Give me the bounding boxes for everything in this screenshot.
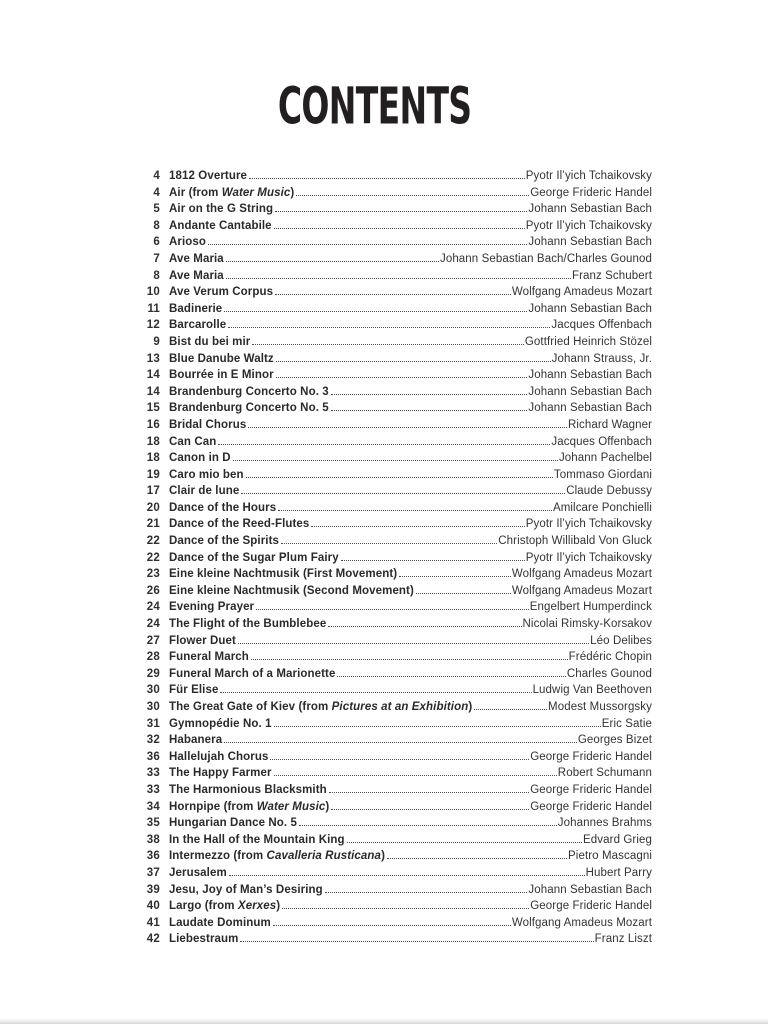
toc-title: Ave Verum Corpus [169,286,274,299]
toc-page-number: 41 [146,916,160,929]
toc-row [138,500,652,517]
dot-leader [329,792,529,793]
toc-title: 1812 Overture [169,170,248,182]
toc-row [138,915,652,932]
toc-page-number: 9 [153,335,160,348]
toc-title: Ave Maria [169,269,224,282]
toc-row [138,317,652,334]
toc-page-number: 15 [146,402,160,415]
toc-page-number: 20 [146,501,160,514]
toc-title: Evening Prayer [169,601,255,614]
toc-page-number: 39 [146,883,160,896]
dot-leader [331,809,529,810]
toc-title: Andante Cantabile [169,219,272,232]
toc-title: Flower Duet [169,634,236,647]
toc-row [138,218,652,235]
dot-leader [240,941,593,942]
toc-composer: Wolfgang Amadeus Mozart [511,286,652,299]
dot-leader [281,543,497,544]
toc-composer: Johann Sebastian Bach [528,302,652,315]
toc-composer: George Frideric Handel [530,750,652,763]
toc-row [138,848,652,865]
toc-page-number: 7 [153,252,160,265]
toc-page-number: 42 [146,933,160,946]
toc-title: Bourrée in E Minor [169,369,274,382]
toc-page-number: 24 [146,601,160,614]
toc-composer: Richard Wagner [567,418,652,431]
toc-title: Hornpipe (from Water Music) [169,800,330,813]
dot-leader [270,759,529,760]
dot-leader [241,493,565,494]
toc-row [138,367,652,384]
dot-leader [208,244,527,245]
toc-page-number: 21 [146,518,160,531]
toc-title: Largo (from Xerxes) [169,900,281,913]
toc-composer: George Frideric Handel [530,800,652,813]
toc-composer: Pyotr Il’yich Tchaikovsky [525,518,652,531]
dot-leader [275,294,511,295]
toc-title: Funeral March of a Marionette [169,667,336,680]
toc-composer: Ludwig Van Beethoven [532,684,652,697]
toc-composer: Frédéric Chopin [568,651,652,664]
toc-composer: Jacques Offenbach [551,435,652,448]
toc-composer: Hubert Parry [585,866,652,879]
toc-composer: Amilcare Ponchielli [552,501,652,514]
dot-leader [387,858,567,859]
toc-row [138,865,652,882]
toc-page-number: 17 [146,485,160,498]
dot-leader [256,609,529,610]
toc-composer: Johann Sebastian Bach/Charles Gounod [439,252,652,265]
toc-composer: Johann Sebastian Bach [528,402,652,415]
toc-composer: Edvard Grieg [583,833,652,846]
toc-row [138,815,652,832]
toc-page-number: 35 [146,817,160,830]
toc-title: In the Hall of the Mountain King [169,833,345,846]
toc-composer: Johann Sebastian Bach [528,236,652,249]
toc-composer: Wolfgang Amadeus Mozart [511,916,652,929]
toc-row [138,450,652,467]
toc-title: Jesu, Joy of Man’s Desiring [169,883,323,896]
toc-page-number: 37 [146,866,160,879]
toc-page-number: 27 [146,634,160,647]
toc-page-number: 32 [146,734,160,747]
dot-leader [275,211,527,212]
toc-page-number: 13 [146,352,160,365]
toc-composer: Charles Gounod [566,667,652,680]
toc-page-number: 8 [153,269,160,282]
toc-row [138,583,652,600]
dot-leader [224,311,527,312]
toc-title: Badinerie [169,302,223,315]
toc-title: The Great Gate of Kiev (from Pictures at an Exhibition) [169,701,473,713]
toc-row [138,832,652,849]
toc-composer: Robert Schumann [557,767,652,780]
toc-title: Dance of the Spirits [169,535,279,548]
toc-page-number: 12 [146,319,160,332]
dot-leader [218,444,550,445]
toc-composer: Pyotr Il’yich Tchaikovsky [525,170,652,182]
toc-row [138,301,652,318]
toc-row [138,533,652,550]
dot-leader [252,344,523,345]
dot-leader [274,775,557,776]
toc-row [138,649,652,666]
toc-composer: Claude Debussy [566,485,652,498]
toc-row [138,417,652,434]
dot-leader [251,659,568,660]
toc-title: Eine kleine Nachtmusik (Second Movement) [169,584,414,597]
toc-page-number: 28 [146,651,160,664]
toc-composer: Léo Delibes [590,634,652,647]
toc-row [138,666,652,683]
toc-title: Eine kleine Nachtmusik (First Movement) [169,568,398,581]
dot-leader [276,361,551,362]
dot-leader [226,278,571,279]
dot-leader [278,510,552,511]
toc-page-number: 30 [146,701,160,713]
toc-page-number: 16 [146,418,160,431]
dot-leader [331,394,528,395]
toc-composer: George Frideric Handel [530,186,652,199]
toc-composer: Jacques Offenbach [551,319,652,332]
toc-composer: Modest Mussorgsky [548,701,652,713]
toc-row [138,334,652,351]
dot-leader [233,460,558,461]
toc-row [138,251,652,268]
toc-title: Liebestraum [169,933,239,946]
toc-row [138,201,652,218]
toc-composer: George Frideric Handel [530,900,652,913]
toc-title: Canon in D [169,452,231,465]
toc-title: Bist du bei mir [169,335,251,348]
toc-composer: Johann Sebastian Bach [528,203,652,216]
toc-page-number: 29 [146,667,160,680]
toc-title: The Happy Farmer [169,767,272,780]
toc-composer: Nicolai Rimsky-Korsakov [522,618,652,631]
dot-leader [226,261,439,262]
toc-row [138,483,652,500]
toc-row [138,434,652,451]
toc-row [138,467,652,484]
toc-composer: Gottfried Heinrich Stözel [524,335,652,348]
dot-leader [220,692,531,693]
toc-title: Dance of the Reed-Flutes [169,518,310,531]
toc-title: Arioso [169,236,207,249]
toc-composer: Engelbert Humperdinck [529,601,652,614]
toc-page-number: 36 [146,750,160,763]
toc-title: Can Can [169,435,217,448]
toc-title: Hungarian Dance No. 5 [169,817,297,830]
toc-page-number: 14 [146,385,160,398]
dot-leader [228,327,550,328]
toc-page-number: 38 [146,833,160,846]
toc-composer: Wolfgang Amadeus Mozart [511,568,652,581]
toc-title: Caro mio ben [169,468,244,481]
toc-page-number: 5 [153,203,160,216]
toc-row [138,633,652,650]
dot-leader [311,526,524,527]
dot-leader [416,593,511,594]
dot-leader [341,560,525,561]
toc-composer: Johann Strauss, Jr. [551,352,652,365]
toc-page-number: 40 [146,900,160,913]
toc-composer: Pietro Mascagni [568,850,652,863]
toc-row [138,898,652,915]
toc-title: Barcarolle [169,319,227,332]
toc-page-number: 34 [146,800,160,813]
dot-leader [299,825,557,826]
page-title: CONTENTS [278,76,472,136]
toc-title: Funeral March [169,651,249,664]
dot-leader [331,410,528,411]
toc-row [138,732,652,749]
dot-leader [246,477,553,478]
toc-title: Brandenburg Concerto No. 3 [169,385,329,398]
toc-page-number: 6 [153,236,160,249]
toc-composer: Johann Sebastian Bach [528,385,652,398]
toc-page-number: 23 [146,568,160,581]
toc-page-number: 24 [146,618,160,631]
toc-page-number: 26 [146,584,160,597]
toc-composer: Johannes Brahms [557,817,652,830]
toc-row [138,351,652,368]
toc-composer: Franz Schubert [571,269,652,282]
toc-composer: Christoph Willibald Von Gluck [498,535,652,548]
dot-leader [399,576,511,577]
dot-leader [274,228,525,229]
dot-leader [347,842,582,843]
toc-page-number: 33 [146,783,160,796]
toc-title: Ave Maria [169,252,224,265]
toc-page-number: 36 [146,850,160,863]
toc-composer: George Frideric Handel [530,783,652,796]
toc-page-number: 33 [146,767,160,780]
toc-title: Laudate Dominum [169,916,271,929]
toc-row [138,799,652,816]
toc-page-number: 31 [146,717,160,730]
toc-page-number: 30 [146,684,160,697]
dot-leader [296,195,529,196]
toc-composer: Franz Liszt [594,933,652,946]
toc-row [138,268,652,285]
toc-row [138,682,652,699]
toc-row [138,616,652,633]
toc-row [138,882,652,899]
toc-row [138,168,652,185]
toc-page-number: 4 [153,170,160,182]
toc-page-number: 18 [146,452,160,465]
dot-leader [282,908,529,909]
toc-title: The Harmonious Blacksmith [169,783,327,796]
toc-page-number: 8 [153,219,160,232]
toc-page-number: 11 [147,302,160,315]
dot-leader [325,892,528,893]
dot-leader [276,377,528,378]
page-header [0,76,750,136]
toc-row [138,550,652,567]
toc-row [138,749,652,766]
toc-page-number: 22 [146,535,160,548]
toc-row [138,516,652,533]
dot-leader [249,178,525,179]
toc-title: Habanera [169,734,223,747]
toc-row [138,185,652,202]
toc-row [138,234,652,251]
toc-title: Intermezzo (from Cavalleria Rusticana) [169,850,385,863]
toc-row [138,599,652,616]
dot-leader [474,709,547,710]
page-edge-shadow [0,1017,768,1024]
toc-page-number: 18 [146,435,160,448]
toc-row [138,400,652,417]
toc-page-number: 14 [146,369,160,382]
toc-composer: Georges Bizet [577,734,652,747]
toc-composer: Johann Sebastian Bach [528,369,652,382]
dot-leader [248,427,567,428]
toc-title: Für Elise [169,684,219,697]
toc-row [138,716,652,733]
toc-row [138,931,652,948]
toc-title: Blue Danube Waltz [169,352,274,365]
toc-title: Brandenburg Concerto No. 5 [169,402,329,415]
toc-page-number: 4 [153,186,160,199]
dot-leader [224,742,577,743]
toc-row [138,384,652,401]
toc-composer: Johann Pachelbel [558,452,652,465]
toc-title: Dance of the Hours [169,501,277,514]
toc-row [138,566,652,583]
dot-leader [337,676,565,677]
toc-page-number: 22 [146,551,160,564]
toc-title: Air on the G String [169,203,274,216]
dot-leader [273,925,511,926]
toc-title: Bridal Chorus [169,418,247,431]
toc-title: Dance of the Sugar Plum Fairy [169,551,339,564]
toc-title: Jerusalem [169,866,227,879]
toc-page-number: 19 [146,468,160,481]
dot-leader [229,875,585,876]
dot-leader [274,726,601,727]
toc-title: The Flight of the Bumblebee [169,618,327,631]
toc-composer: Wolfgang Amadeus Mozart [511,584,652,597]
toc-composer: Eric Satie [601,717,652,730]
toc-row [138,782,652,799]
toc-page-number: 10 [146,286,160,299]
toc-row [138,284,652,301]
toc-title: Air (from Water Music) [169,186,295,199]
dot-leader [238,643,589,644]
toc-composer: Tommaso Giordani [553,468,652,481]
toc-row [138,699,652,716]
toc-list [138,168,652,948]
toc-title: Gymnopédie No. 1 [169,717,272,730]
dot-leader [328,626,521,627]
toc-title: Hallelujah Chorus [169,750,269,763]
toc-composer: Johann Sebastian Bach [528,883,652,896]
toc-composer: Pyotr Il’yich Tchaikovsky [525,219,652,232]
toc-row [138,765,652,782]
toc-title: Clair de lune [169,485,240,498]
toc-composer: Pyotr Il’yich Tchaikovsky [525,551,652,564]
